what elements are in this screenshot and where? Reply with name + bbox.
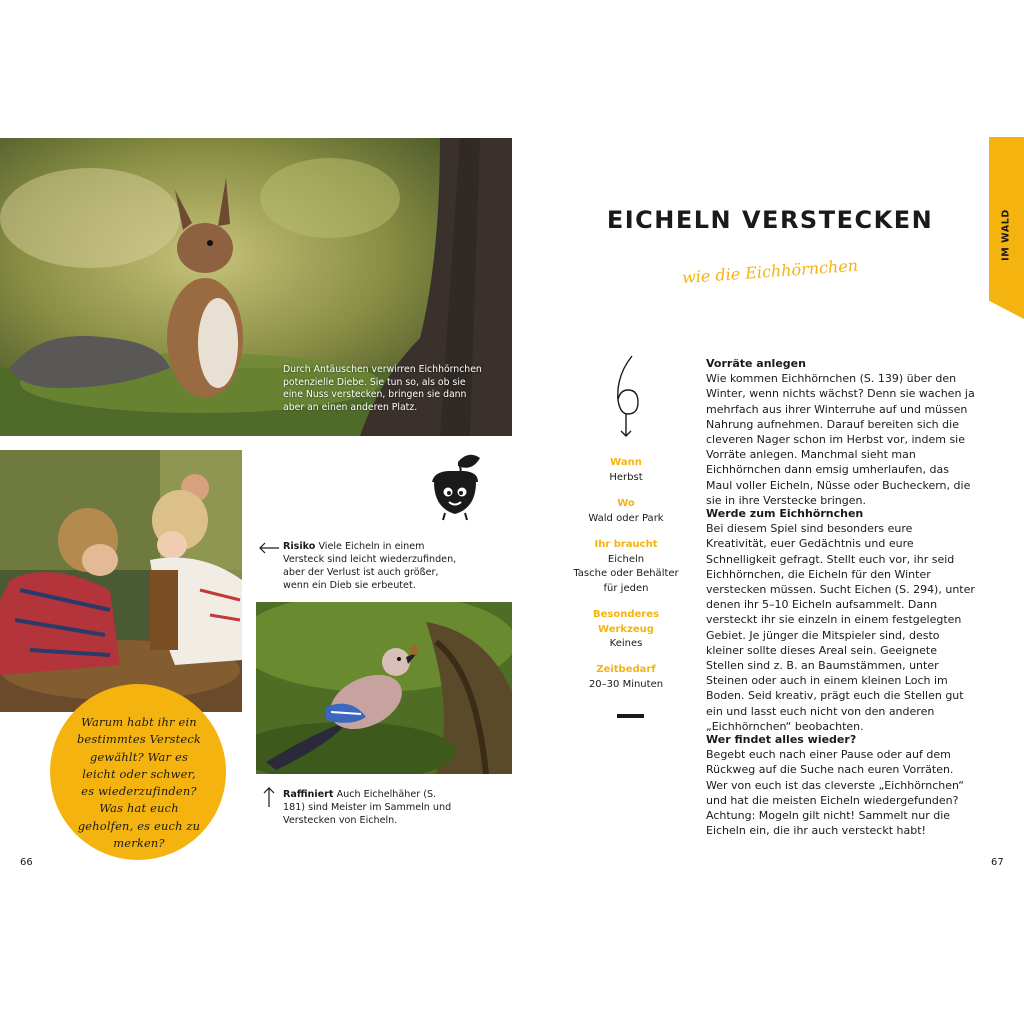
section-game (706, 506, 976, 734)
section-heading: Vorräte anlegen (706, 357, 806, 370)
section-heading: Wer findet alles wieder? (706, 733, 857, 746)
six-arrow-icon (610, 352, 646, 440)
info-label: Wo (617, 498, 635, 509)
info-label: Besonderes Werkzeug (593, 609, 659, 635)
info-value: Herbst (609, 471, 643, 483)
section-tab-label-box (990, 205, 1022, 265)
squirrel-caption: Durch Antäuschen verwirren Eichhörnchen potenzielle Diebe. Sie tun so, als ob sie eine Nuss verstecken, bringen sie dann aber an einen anderen Platz. (283, 364, 482, 413)
info-tools (566, 608, 686, 652)
risk-label: Risiko (283, 541, 316, 552)
info-value: Wald oder Park (588, 512, 664, 524)
jay-text: Auch Eichelhäher (S. 181) sind Meister im Sammeln und Verstecken von Eicheln. (283, 789, 452, 826)
info-when (566, 456, 686, 485)
section-heading: Werde zum Eichhörnchen (706, 507, 864, 520)
info-value: Keines (609, 638, 643, 650)
info-label: Zeitbedarf (596, 664, 656, 675)
section-find (706, 732, 976, 838)
section-tab-label: IM WALD (1000, 209, 1012, 261)
jay-label: Raffiniert (283, 789, 334, 800)
info-materials (566, 538, 686, 596)
jay-caption (283, 788, 453, 827)
arrow-up-icon (263, 786, 275, 808)
page-title: EICHELN VERSTECKEN (606, 206, 934, 234)
info-value: 20–30 Minuten (588, 678, 664, 690)
section-text: Wie kommen Eichhörnchen (S. 139) über den Winter, wenn nichts wächst? Denn sie wachen ja mehrfach aus ihrer Winterruhe auf und müssen Nahrung aufnehmen. Darauf bereiten sich die cleveren Nager schon im Herbst vor, indem sie Vorräte anlegen. Manchmal sieht man Eichhörnchen dann emsig umherlaufen, das Maul voller Eicheln, Nüsse oder Bucheckern, die sie in ihre Verstecke bringen. (706, 372, 975, 507)
page-number-left: 66 (20, 857, 33, 868)
info-where (566, 497, 686, 526)
section-text: Begebt euch nach einer Pause oder auf dem Rückweg auf die Suche nach euren Vorräten. Wer von euch ist das cleverste „Eichhörnchen“ und hat die meisten Eicheln wiedergefunden? Achtung: Mogeln gilt nicht! Sammelt nur die Eicheln ein, die ihr auch versteckt habt! (706, 748, 964, 838)
risk-caption (283, 540, 458, 592)
acorn-mascot-icon (428, 452, 482, 522)
info-value: Eicheln Tasche oder Behälter für jeden (573, 553, 679, 594)
jay-photo (256, 602, 512, 774)
page-subtitle: wie die Eichhörnchen (681, 255, 859, 288)
info-time (566, 663, 686, 692)
divider (617, 714, 644, 718)
risk-text: Viele Eicheln in einem Versteck sind leicht wiederzufinden, aber der Verlust ist auch größer, wenn ein Dieb sie erbeutet. (283, 541, 457, 591)
circle-question-text: Warum habt ihr ein bestimmtes Versteck gewählt? War es leicht oder schwer, es wiederzufinden? Was hat euch geholfen, es euch zu merken? (76, 715, 202, 851)
info-label: Ihr braucht (594, 539, 658, 550)
section-text: Bei diesem Spiel sind besonders eure Kreativität, euer Gedächtnis und eure Schnelligkeit gefragt. Stellt euch vor, ihr seid Eichhörnchen, die Eicheln für den Winter verstecken müssen. Sucht Eichen (S. 294), unter denen ihr 5–10 Eicheln aufsammelt. Dann versteckt ihr sie einzeln in einem festgelegten Gebiet. Je jünger die Mitspieler sind, desto kleiner sollte dieses Areal sein. Geeignete Stellen sind z. B. an Baumstämmen, unter Steinen oder auch in einem kleinen Loch im Boden. Seid kreativ, prägt euch die Stellen gut ein und lasst euch nicht von den anderen „Eichhörnchen“ beobachten. (706, 522, 975, 733)
arrow-left-icon (258, 539, 280, 551)
children-photo (0, 450, 242, 712)
page-number-right: 67 (991, 857, 1004, 868)
section-stock (706, 356, 976, 508)
info-label: Wann (610, 457, 642, 468)
